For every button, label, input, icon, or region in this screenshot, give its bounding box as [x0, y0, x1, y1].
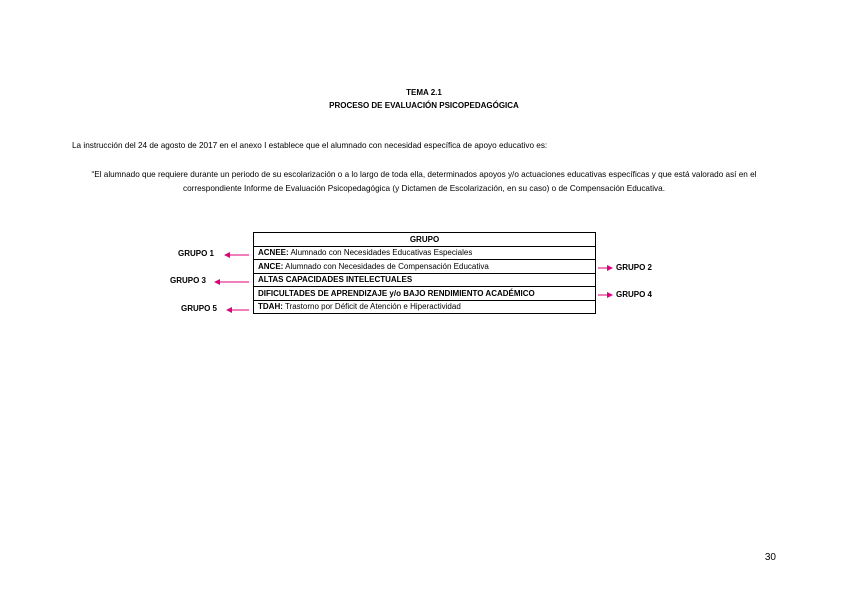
page-subtitle: PROCESO DE EVALUACIÓN PSICOPEDAGÓGICA	[329, 101, 519, 110]
quote-paragraph: “El alumnado que requiere durante un periodo de su escolarización o a lo largo de toda ella, determinados apoyos y/o actuaciones educativas específicas y que está valorado así en el correspondiente Informe de Evaluación Psicopedagógica (y Dictamen de Escolarización, en su caso) o de Compensación Educativa.	[91, 170, 757, 193]
table-cell	[254, 260, 596, 274]
group-4-label: GRUPO 4	[616, 290, 653, 299]
row-term: ALTAS CAPACIDADES INTELECTUALES	[258, 275, 413, 285]
row-description: Alumnado con Necesidades Educativas Especiales	[288, 248, 473, 258]
table-row	[254, 273, 596, 287]
table-cell	[254, 273, 596, 287]
arrow-left-icon	[226, 305, 250, 315]
row-description: Alumnado con Necesidades de Compensación Educativa	[283, 261, 489, 271]
arrow-left-icon	[224, 250, 250, 260]
table-row	[254, 260, 596, 274]
table-row	[254, 246, 596, 260]
table-header-row	[254, 233, 596, 247]
intro-paragraph: La instrucción del 24 de agosto de 2017 en el anexo I establece que el alumnado con necesidad específica de apoyo educativo es:	[72, 141, 548, 150]
arrow-right-icon	[598, 290, 614, 300]
row-term: ANCE:	[258, 261, 284, 271]
table-cell	[254, 300, 596, 314]
page-number: 30	[764, 552, 776, 563]
row-term: TDAH:	[258, 302, 283, 312]
row-term: ACNEE:	[258, 248, 289, 258]
arrow-right-icon	[598, 263, 614, 273]
table-row	[254, 287, 596, 301]
row-description: Trastorno por Déficit de Atención e Hiperactividad	[282, 302, 461, 312]
row-term: DIFICULTADES DE APRENDIZAJE y/o BAJO RENDIMIENTO ACADÉMICO	[258, 288, 535, 298]
table-header-cell: GRUPO	[254, 233, 596, 247]
page-title: TEMA 2.1	[406, 88, 442, 97]
arrow-left-icon	[214, 277, 250, 287]
group-1-label: GRUPO 1	[178, 249, 215, 258]
group-3-label: GRUPO 3	[170, 276, 207, 285]
group-table	[253, 232, 596, 314]
table-cell	[254, 246, 596, 260]
table-row	[254, 300, 596, 314]
group-2-label: GRUPO 2	[616, 263, 653, 272]
group-5-label: GRUPO 5	[181, 304, 218, 313]
table-cell	[254, 287, 596, 301]
